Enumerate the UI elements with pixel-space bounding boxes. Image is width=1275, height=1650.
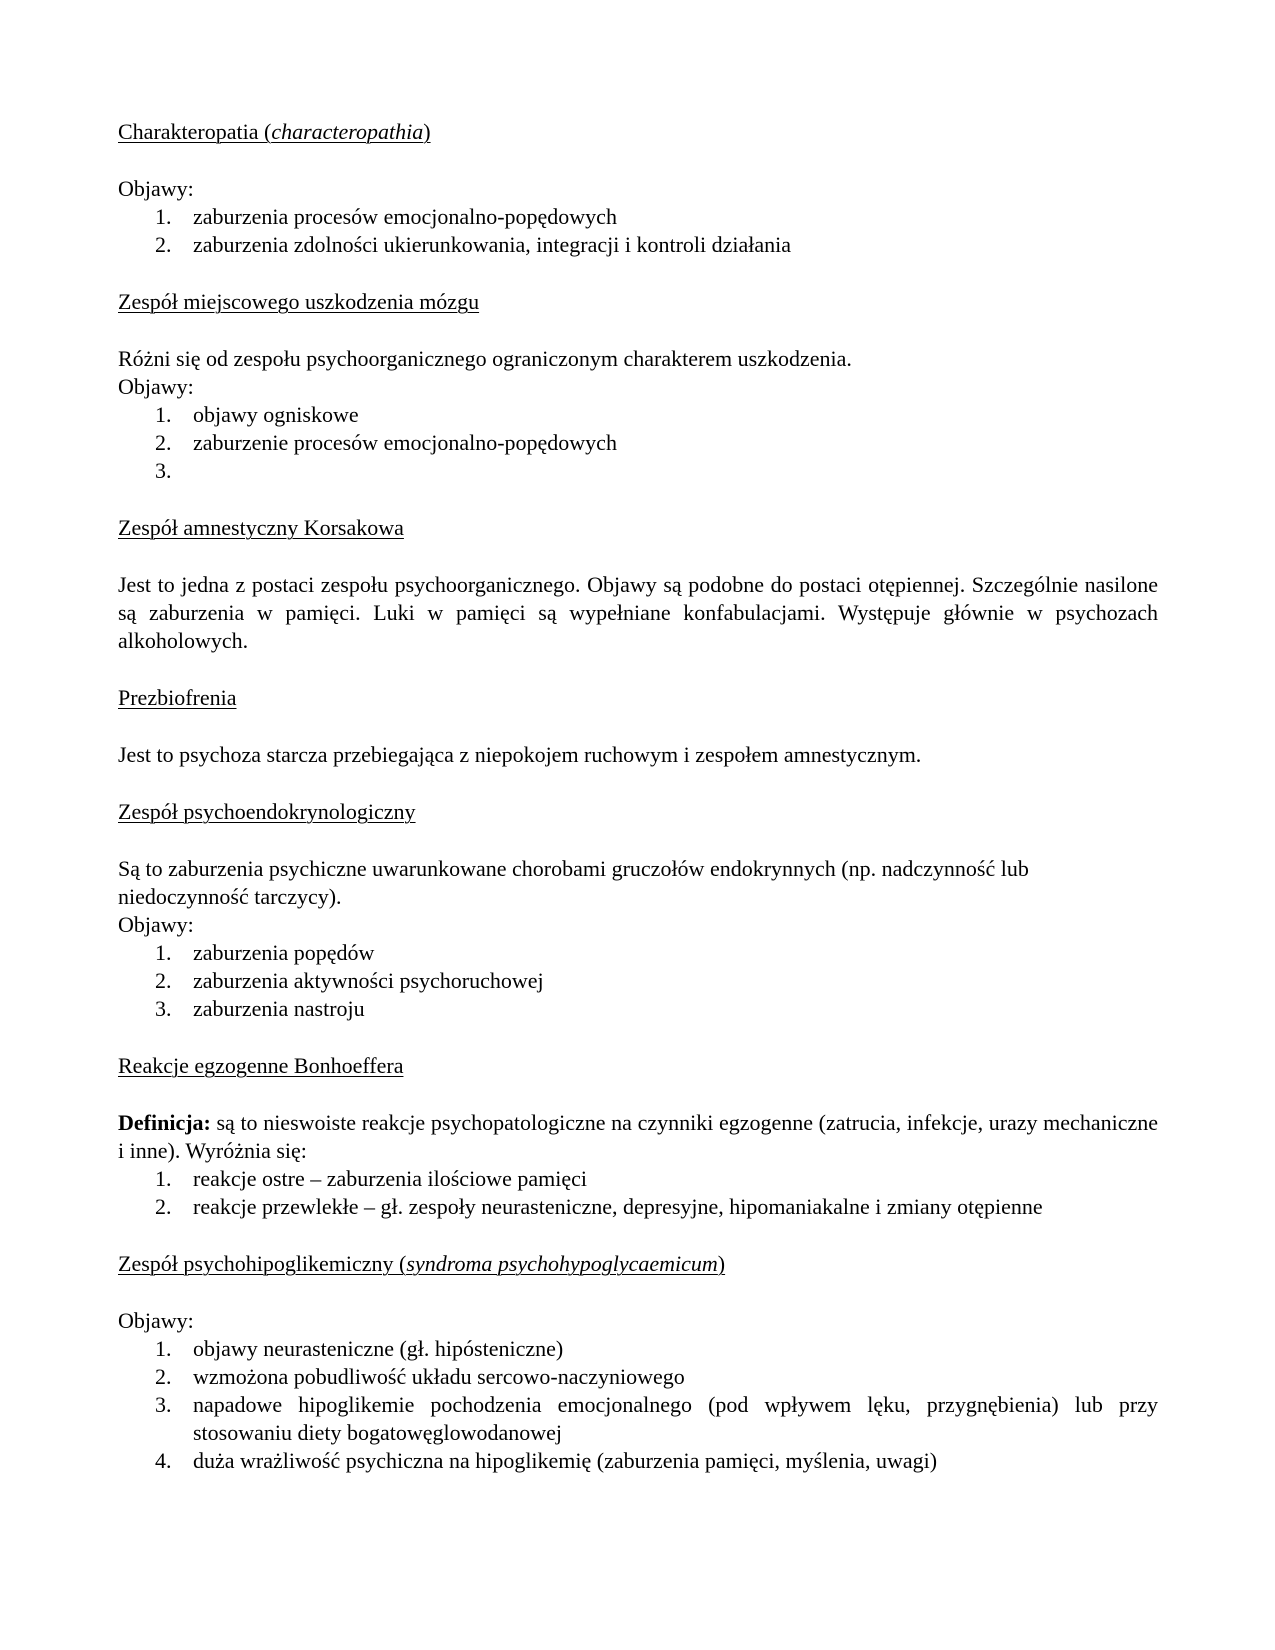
heading-text: Charakteropatia ( (118, 119, 272, 144)
objawy-label: Objawy: (118, 1308, 194, 1333)
heading-close-paren: ) (717, 1251, 726, 1276)
symptom-list (118, 203, 1158, 259)
heading-latin-term: syndroma psychohypoglycaemicum (406, 1251, 718, 1276)
list-item: 2. zaburzenia aktywności psychoruchowej (155, 968, 544, 993)
list-item: 2. zaburzenia zdolności ukierunkowania, integracji i kontroli działania (155, 232, 792, 257)
list-item: 1. zaburzenia popędów (155, 940, 375, 965)
list-item: 3. napadowe hipoglikemie pochodzenia emocjonalnego (pod wpływem lęku, przygnębienia) lub przy stosowaniu diety bogatowęglowodanowej (155, 1392, 1158, 1445)
list-item: 4. duża wrażliwość psychiczna na hipoglikemię (zaburzenia pamięci, myślenia, uwagi) (155, 1448, 938, 1473)
symptom-list (118, 1335, 1158, 1475)
section-heading-korsakow: Zespół amnestyczny Korsakowa (118, 515, 404, 540)
list-item: 1. reakcje ostre – zaburzenia ilościowe pamięci (155, 1166, 587, 1191)
reaction-list (118, 1165, 1158, 1221)
list-item: 1. zaburzenia procesów emocjonalno-popędowych (155, 204, 617, 229)
section-heading-miejscowy: Zespół miejscowego uszkodzenia mózgu (118, 289, 480, 314)
list-item: 2. zaburzenie procesów emocjonalno-popędowych (155, 430, 617, 455)
section-heading-psychohipoglikemiczny (118, 1250, 1158, 1278)
heading-text: Zespół psychohipoglikemiczny ( (118, 1251, 407, 1276)
objawy-label: Objawy: (118, 374, 194, 399)
paragraph: Jest to jedna z postaci zespołu psychoorganicznego. Objawy są podobne do postaci otępiennej. Szczególnie nasilone są zaburzenia w pamięci. Luki w pamięci są wypełniane konfabulacjami. Występuje głównie w psychozach alkoholowych. (118, 572, 1158, 653)
symptom-list (118, 401, 1158, 485)
heading-close-paren: ) (423, 119, 431, 144)
section-heading-prezbiofrenia: Prezbiofrenia (118, 685, 237, 710)
symptom-list (118, 939, 1158, 1023)
section-heading-psychoendokrynologiczny: Zespół psychoendokrynologiczny (118, 799, 416, 824)
section-heading-bonhoeffer: Reakcje egzogenne Bonhoeffera (118, 1053, 404, 1078)
document-page (118, 118, 1158, 1475)
section-heading-charakteropatia (118, 118, 1158, 146)
objawy-label: Objawy: (118, 912, 194, 937)
heading-latin-term: characteropathia (271, 119, 424, 144)
list-item: 3. zaburzenia nastroju (155, 996, 365, 1021)
list-item: 1. objawy neurasteniczne (gł. hipósteniczne) (155, 1336, 564, 1361)
paragraph: Jest to psychoza starcza przebiegająca z niepokojem ruchowym i zespołem amnestycznym. (118, 742, 922, 767)
paragraph: Są to zaburzenia psychiczne uwarunkowane chorobami gruczołów endokrynnych (np. nadczynność lub niedoczynność tarczycy). (118, 856, 1029, 909)
objawy-label: Objawy: (118, 176, 194, 201)
definition-text: są to nieswoiste reakcje psychopatologiczne na czynniki egzogenne (zatrucia, infekcje, urazy mechaniczne i inne). Wyróżnia się: (118, 1110, 1158, 1163)
list-item: 2. wzmożona pobudliwość układu sercowo-naczyniowego (155, 1364, 685, 1389)
paragraph: Różni się od zespołu psychoorganicznego ograniczonym charakterem uszkodzenia. (118, 346, 852, 371)
list-item: 3. (155, 458, 172, 483)
list-item: 1. objawy ogniskowe (155, 402, 359, 427)
definition-label: Definicja: (118, 1110, 211, 1135)
list-item: 2. reakcje przewlekłe – gł. zespoły neurasteniczne, depresyjne, hipomaniakalne i zmiany otępienne (155, 1194, 1043, 1219)
definition-paragraph (118, 1109, 1158, 1165)
